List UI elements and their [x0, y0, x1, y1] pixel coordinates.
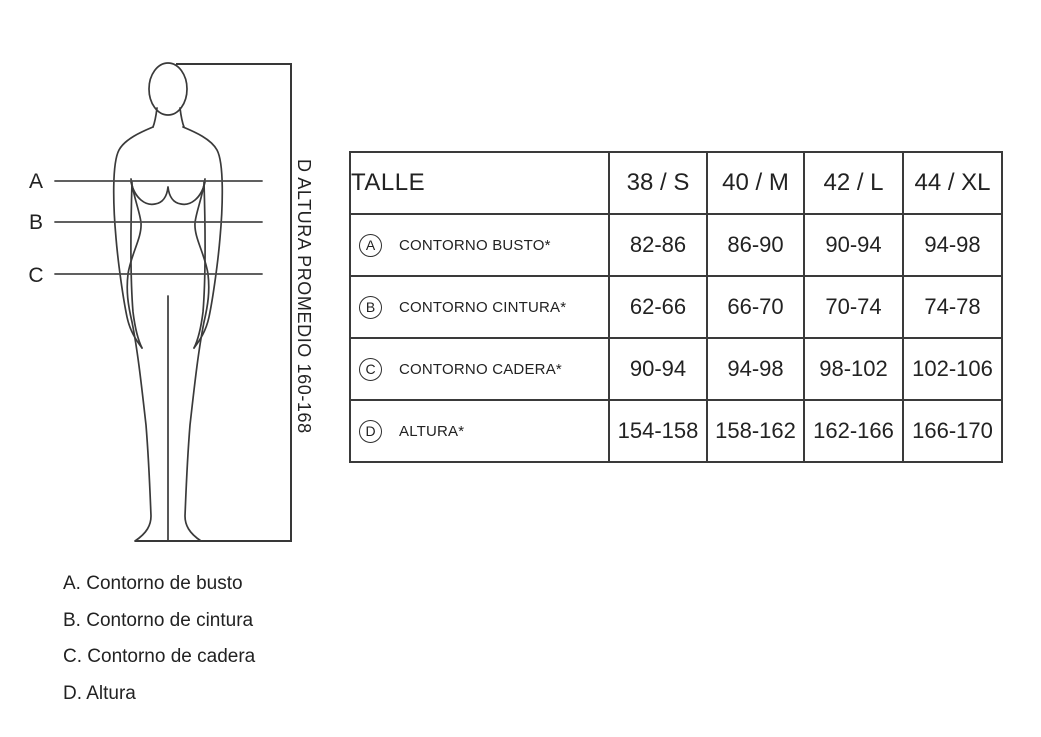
bust-value-42l: 90-94 [804, 214, 903, 276]
height-value-40m: 158-162 [707, 400, 804, 462]
legend-item-hip: C. Contorno de cadera [63, 646, 256, 668]
hip-line-label: C [28, 264, 44, 287]
circled-letter-b: B [359, 296, 382, 319]
waist-value-40m: 66-70 [707, 276, 804, 338]
figure-head [149, 63, 187, 115]
height-value-42l: 162-166 [804, 400, 903, 462]
table-row-waist [350, 276, 1002, 338]
height-value-44xl: 166-170 [903, 400, 1002, 462]
measure-name-hip: CONTORNO CADERA* [399, 360, 562, 378]
size-header-44-xl: 44 / XL [903, 152, 1002, 214]
bust-value-40m: 86-90 [707, 214, 804, 276]
legend-item-bust: A. Contorno de busto [63, 573, 243, 594]
measure-name-bust: CONTORNO BUSTO* [399, 236, 551, 254]
measure-name-waist: CONTORNO CINTURA* [399, 298, 567, 316]
waist-value-38s: 62-66 [609, 276, 707, 338]
measure-name-height: ALTURA* [399, 422, 465, 440]
size-header-42-l: 42 / L [804, 152, 903, 214]
legend-item-waist: B. Contorno de cintura [63, 609, 254, 631]
circled-letter-c: C [359, 358, 382, 381]
figure-neck-left [153, 108, 157, 127]
waist-line-label: B [28, 211, 44, 234]
size-header-40-m: 40 / M [707, 152, 804, 214]
table-row-hip [350, 338, 1002, 400]
hip-value-38s: 90-94 [609, 338, 707, 400]
size-table [349, 151, 1003, 463]
figure-bust-curves [131, 182, 205, 204]
waist-value-42l: 70-74 [804, 276, 903, 338]
average-height-note: D ALTURA PROMEDIO 160-168 [294, 159, 314, 434]
table-row-height [350, 400, 1002, 462]
hip-value-40m: 94-98 [707, 338, 804, 400]
bust-value-44xl: 94-98 [903, 214, 1002, 276]
hip-value-44xl: 102-106 [903, 338, 1002, 400]
row-label-waist [350, 276, 609, 338]
row-label-bust [350, 214, 609, 276]
table-row-bust [350, 214, 1002, 276]
table-title-talle: TALLE [350, 152, 609, 214]
row-label-hip [350, 338, 609, 400]
legend-item-height: D. Altura [63, 682, 136, 704]
circled-letter-d: D [359, 420, 382, 443]
size-table-header-row [350, 152, 1002, 214]
figure-neck-right [180, 108, 184, 127]
row-label-height [350, 400, 609, 462]
bust-line-label: A [28, 170, 44, 193]
circled-letter-a: A [359, 234, 382, 257]
hip-value-42l: 98-102 [804, 338, 903, 400]
size-header-38-s: 38 / S [609, 152, 707, 214]
height-value-38s: 154-158 [609, 400, 707, 462]
bust-value-38s: 82-86 [609, 214, 707, 276]
body-measurement-diagram [0, 0, 345, 560]
waist-value-44xl: 74-78 [903, 276, 1002, 338]
measurement-legend [63, 566, 255, 712]
height-bracket-line [135, 64, 291, 541]
